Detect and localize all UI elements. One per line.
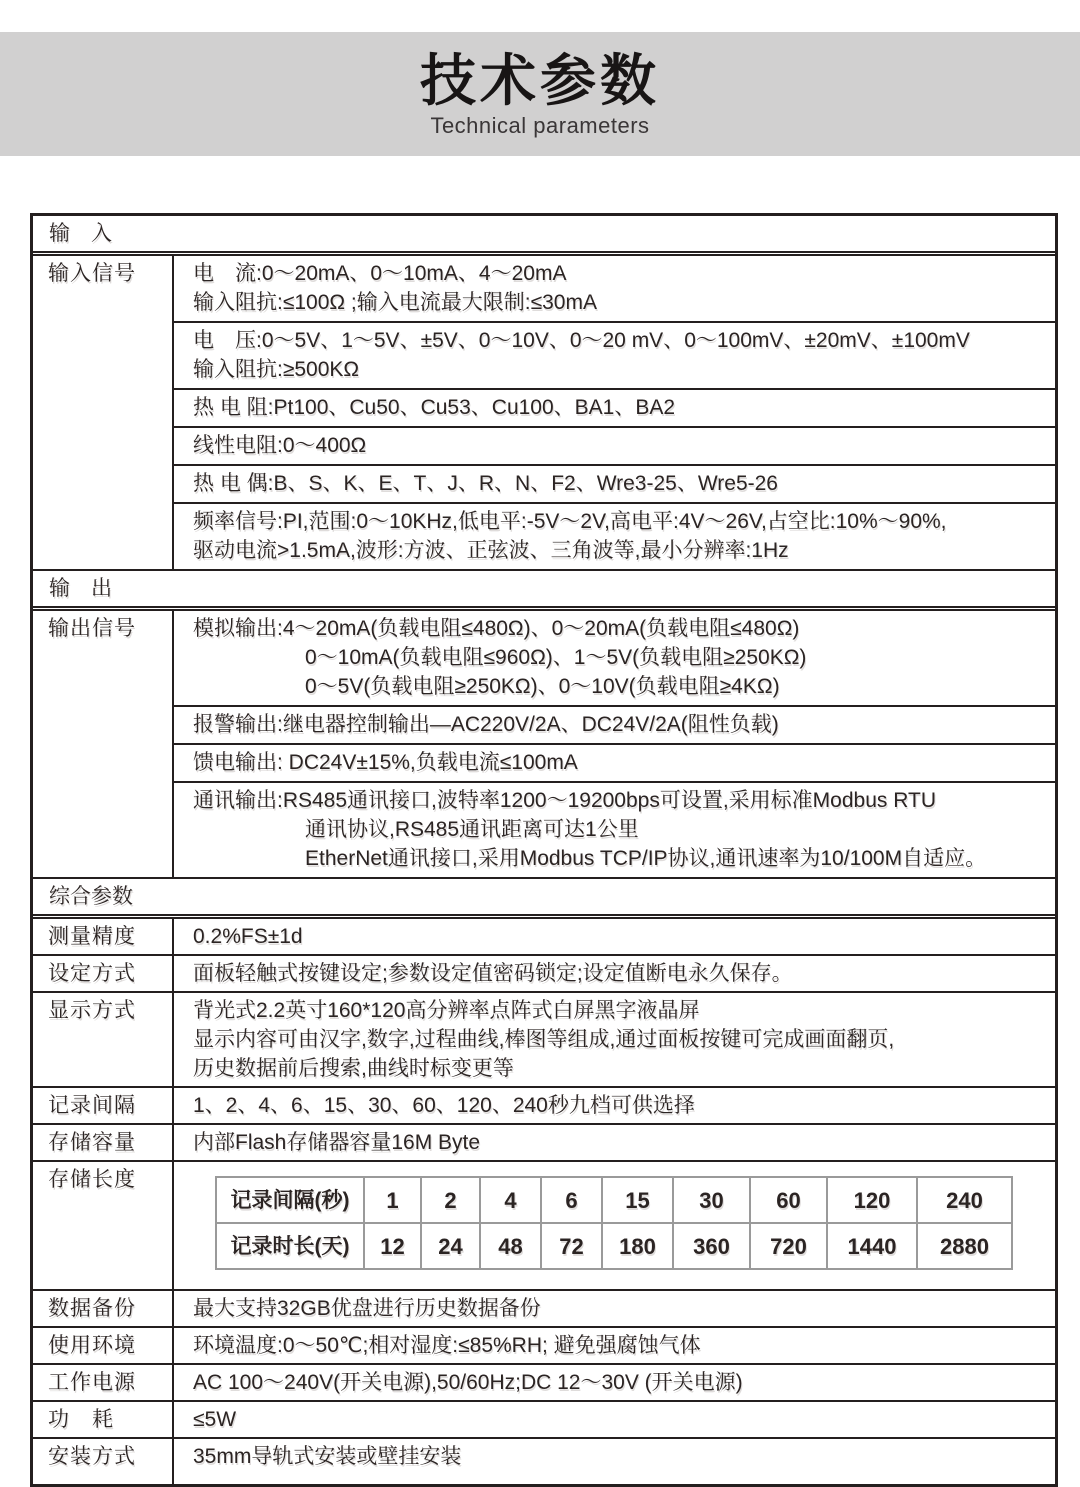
frequency-line2: 驱动电流>1.5mA,波形:方波、正弦波、三角波等,最小分辨率:1Hz [193, 539, 789, 562]
row-label: 设定方式 [33, 956, 174, 991]
row-label: 测量精度 [33, 919, 174, 954]
analog-line1: 模拟输出:4～20mA(负载电阻≤480Ω)、0～20mA(负载电阻≤480Ω) [193, 617, 800, 640]
storage-length-cell [174, 1162, 1055, 1289]
row-value: AC 100～240V(开关电源),50/60Hz;DC 12～30V (开关电源) [193, 1371, 743, 1394]
row-label: 使用环境 [33, 1328, 174, 1363]
row-label: 存储容量 [33, 1125, 174, 1160]
subrow-feed-output: 馈电输出: DC24V±15%,负载电流≤100mA [174, 745, 1055, 783]
subrow-analog-output [174, 611, 1055, 707]
storage-duration-row [217, 1224, 1011, 1268]
row-value: 35mm导轨式安装或壁挂安装 [193, 1445, 462, 1468]
input-signal-subrows [174, 256, 1055, 569]
interval-cell: 15 [603, 1178, 674, 1222]
interval-cell: 6 [542, 1178, 603, 1222]
subrow-rtd: 热 电 阻:Pt100、Cu50、Cu53、Cu100、BA1、BA2 [174, 390, 1055, 428]
row-label: 数据备份 [33, 1291, 174, 1326]
interval-cell: 1 [365, 1178, 422, 1222]
row-label: 功 耗 [33, 1402, 174, 1437]
voltage-line2: 输入阻抗:≥500KΩ [193, 358, 360, 381]
row-display [33, 993, 1055, 1088]
row-value: 面板轻触式按键设定;参数设定值密码锁定;设定值断电永久保存。 [193, 962, 793, 985]
duration-cell: 72 [542, 1224, 603, 1268]
spec-table [30, 213, 1058, 1487]
section-row-output [33, 571, 1055, 608]
row-consumption [33, 1402, 1055, 1439]
duration-cell: 2880 [940, 1233, 989, 1259]
row-setting [33, 956, 1055, 993]
interval-cell: 240 [946, 1187, 983, 1213]
row-input-signal [33, 256, 1055, 571]
row-mounting [33, 1439, 1055, 1484]
display-line3: 历史数据前后搜索,曲线时标变更等 [193, 1057, 514, 1080]
row-label: 输出信号 [33, 611, 174, 877]
row-value: 1、2、4、6、15、30、60、120、240秒九档可供选择 [193, 1094, 695, 1117]
row-storage-capacity [33, 1125, 1055, 1162]
row-value: 内部Flash存储器容量16M Byte [193, 1131, 481, 1154]
interval-cell: 2 [422, 1178, 481, 1222]
row-label: 工作电源 [33, 1365, 174, 1400]
row-power-supply [33, 1365, 1055, 1402]
section-row-general [33, 879, 1055, 916]
display-line1: 背光式2.2英寸160*120高分辨率点阵式白屏黑字液晶屏 [193, 999, 700, 1022]
interval-cell: 60 [751, 1178, 828, 1222]
interval-cell: 30 [674, 1178, 751, 1222]
section-title-input: 输 入 [49, 222, 112, 245]
row-record-interval [33, 1088, 1055, 1125]
subrow-current [174, 256, 1055, 323]
comm-line1: 通讯输出:RS485通讯接口,波特率1200～19200bps可设置,采用标准Modbus RTU [193, 789, 937, 812]
row-value: ≤5W [193, 1408, 237, 1431]
page-title: 技术参数 [420, 48, 660, 112]
comm-line3: EtherNet通讯接口,采用Modbus TCP/IP协议,通讯速率为10/100M自适应。 [305, 847, 987, 870]
interval-cell: 120 [828, 1178, 918, 1222]
duration-cell: 12 [365, 1224, 422, 1268]
interval-cell: 4 [481, 1178, 542, 1222]
analog-line2: 0～10mA(负载电阻≤960Ω)、1～5V(负载电阻≥250KΩ) [305, 646, 807, 669]
subrow-comm-output [174, 783, 1055, 877]
row-label: 记录间隔 [33, 1088, 174, 1123]
row-value: 0.2%FS±1d [193, 925, 303, 948]
duration-cell: 720 [751, 1224, 828, 1268]
duration-cell: 360 [674, 1224, 751, 1268]
section-row-input [33, 216, 1055, 253]
frequency-line1: 频率信号:PI,范围:0～10KHz,低电平:-5V～2V,高电平:4V～26V,占空比:10%～90%, [193, 510, 947, 533]
voltage-line1: 电 压:0～5V、1～5V、±5V、0～10V、0～20 mV、0～100mV、±20mV、±100mV [193, 329, 970, 352]
row-storage-length [33, 1162, 1055, 1291]
subrow-linear-resistance: 线性电阻:0～400Ω [174, 428, 1055, 466]
section-title-output: 输 出 [49, 577, 112, 600]
row-value: 最大支持32GB优盘进行历史数据备份 [193, 1297, 541, 1320]
current-line2: 输入阻抗:≤100Ω ;输入电流最大限制:≤30mA [193, 291, 597, 314]
mini-header-interval: 记录间隔(秒) [217, 1178, 365, 1222]
subrow-frequency [174, 504, 1055, 569]
output-signal-subrows [174, 611, 1055, 877]
row-label: 安装方式 [33, 1439, 174, 1484]
duration-cell: 1440 [828, 1224, 918, 1268]
duration-cell: 180 [603, 1224, 674, 1268]
row-environment [33, 1328, 1055, 1365]
duration-cell: 48 [481, 1224, 542, 1268]
row-label: 显示方式 [33, 993, 174, 1086]
comm-line2: 通讯协议,RS485通讯距离可达1公里 [305, 818, 639, 841]
subrow-voltage [174, 323, 1055, 390]
analog-line3: 0～5V(负载电阻≥250KΩ)、0～10V(负载电阻≥4KΩ) [305, 675, 780, 698]
section-title-general: 综合参数 [49, 885, 133, 908]
subrow-alarm-output: 报警输出:继电器控制输出—AC220V/2A、DC24V/2A(阻性负载) [174, 707, 1055, 745]
current-line1: 电 流:0～20mA、0～10mA、4～20mA [193, 262, 567, 285]
display-line2: 显示内容可由汉字,数字,过程曲线,棒图等组成,通过面板按键可完成画面翻页, [193, 1028, 895, 1051]
row-label: 存储长度 [33, 1162, 174, 1289]
storage-interval-row [217, 1178, 1011, 1224]
mini-header-duration: 记录时长(天) [217, 1224, 365, 1268]
row-value [174, 993, 1055, 1086]
page-subtitle: Technical parameters [430, 112, 650, 138]
duration-cell: 24 [422, 1224, 481, 1268]
row-label: 输入信号 [33, 256, 174, 569]
subrow-thermocouple: 热 电 偶:B、S、K、E、T、J、R、N、F2、Wre3-25、Wre5-26 [174, 466, 1055, 504]
row-accuracy [33, 919, 1055, 956]
row-value: 环境温度:0～50℃;相对湿度:≤85%RH; 避免强腐蚀气体 [193, 1334, 701, 1357]
title-band [0, 32, 1080, 156]
storage-length-table [215, 1176, 1013, 1270]
row-backup [33, 1291, 1055, 1328]
row-output-signal [33, 611, 1055, 879]
